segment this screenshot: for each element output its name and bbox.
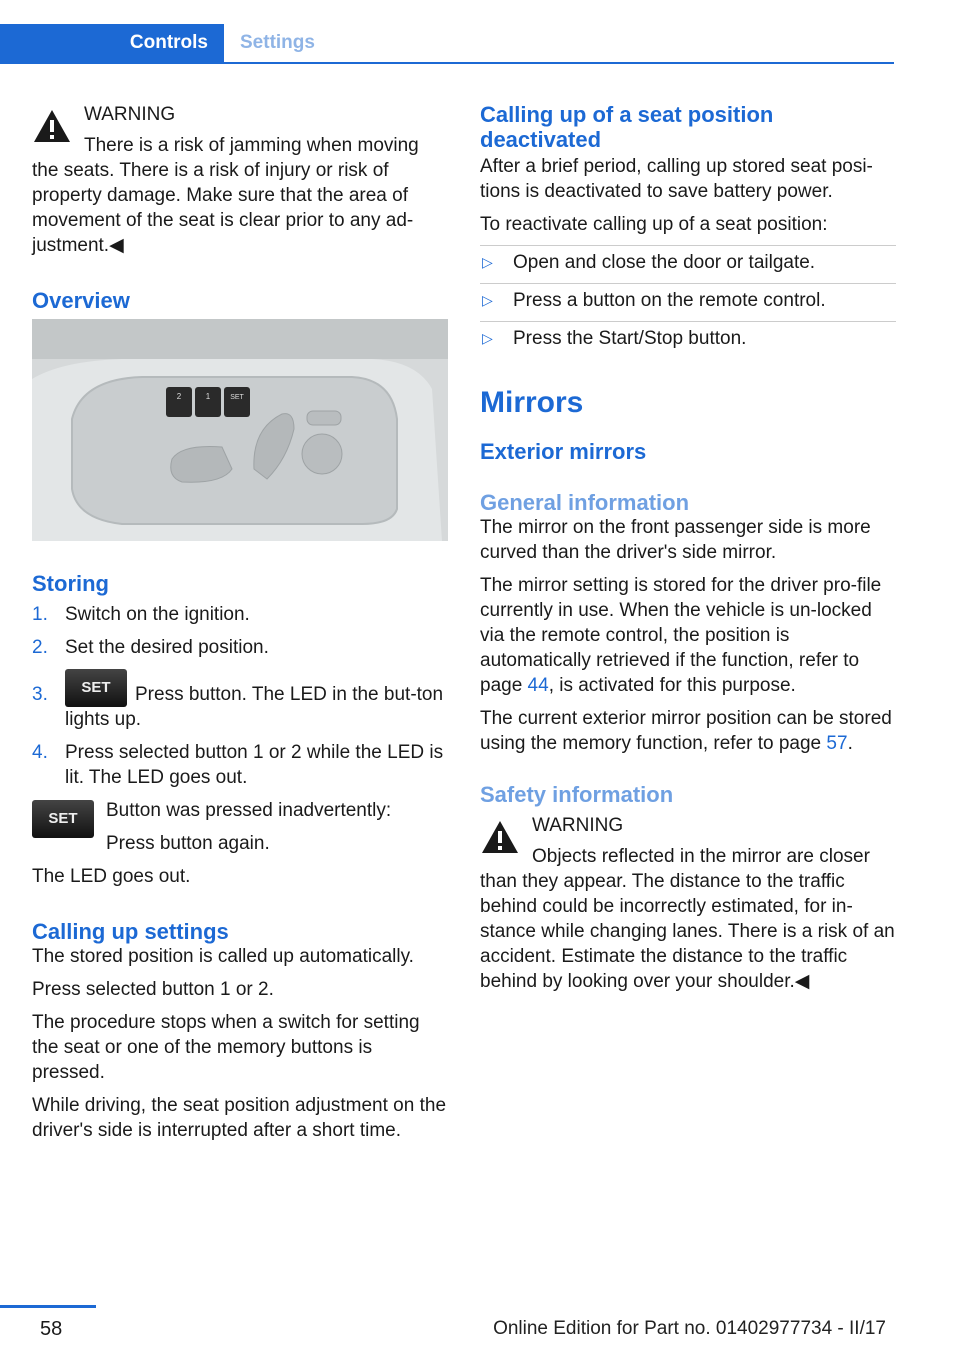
svg-text:2: 2 [176,392,182,401]
calling-p2: Press selected button 1 or 2. [32,979,274,1000]
left-column [32,102,448,1151]
list-item: 2. Set the desired position. [32,637,269,658]
warning-text: than they appear. The distance to the traffic behind could be incorrectly estimated, for in‐stance while changing lanes. There is a risk of an accident. Estimate the distance to the traffic behind by looking over your shoulder.◀ [480,871,895,992]
general-p1: The mirror on the front passenger side is more curved than the driver's side mirror. [480,517,871,563]
note-line-1: Button was pressed inadvertently: [106,800,392,821]
right-column [480,102,896,1002]
mirrors-heading: Mirrors [480,386,584,419]
deactivated-p2: To reactivate calling up of a seat position: [480,214,828,235]
mirror-warning [480,813,896,994]
deactivated-p1: After a brief period, calling up stored seat posi‐tions is deactivated to save battery power. [480,156,873,202]
warning-first-line: Objects reflected in the mirror are closer [532,846,870,867]
chapter-tab-bar [0,24,894,64]
list-item: ▷ Press the Start/Stop button. [480,321,896,351]
edition-note: Online Edition for Part no. 01402977734 - II/17 [493,1318,886,1339]
set-button-icon: SET [65,669,127,707]
warning-triangle-icon [32,108,72,144]
set-button-icon: SET [32,800,94,838]
page-number: 58 [40,1318,63,1340]
seat-memory-controls-photo [32,319,448,541]
storing-heading: Storing [32,571,109,596]
svg-text:1: 1 [205,392,211,401]
svg-text:SET: SET [230,394,244,401]
calling-p4: While driving, the seat position adjustment on the driver's side is interrupted after a short time. [32,1095,447,1141]
reactivate-list [480,245,896,351]
calling-p1: The stored position is called up automatically. [32,946,414,967]
tab-controls[interactable]: Controls [0,24,224,62]
overview-heading: Overview [32,288,130,313]
warning-text: the seats. There is a risk of injury or risk of property damage. Make sure that the area of movement of the seat is clear prior to any ad‐justment.◀ [32,160,414,256]
note-line-2: Press button again. [106,833,270,854]
warning-title: WARNING [84,104,176,125]
exterior-mirrors-heading: Exterior mirrors [480,439,647,464]
seat-warning [32,102,448,258]
warning-first-line: There is a risk of jamming when moving [84,135,419,156]
warning-triangle-icon [480,819,520,855]
list-item: 1. Switch on the ignition. [32,604,250,625]
calling-p3: The procedure stops when a switch for setting the seat or one of the memory buttons is pressed. [32,1012,420,1083]
list-item: 3. SET Press button. The LED in the but‐ton lights up. [32,668,448,732]
inadvertent-note [32,798,448,856]
footer-rule [0,1305,96,1308]
general-p2: The mirror setting is stored for the driver pro‐file currently in use. When the vehicle is un‐locked via the remote control, the position is automatically retrieved if the function, refer to page 44, is activated for this purpose. [480,575,882,696]
tab-settings[interactable]: Settings [240,32,315,53]
list-item: 4. Press selected button 1 or 2 while the LED is lit. The LED goes out. [32,742,444,788]
storing-steps [32,602,448,790]
page-link-44[interactable]: 44 [527,675,549,696]
page-link-57[interactable]: 57 [826,733,848,754]
general-p3: The current exterior mirror position can be stored using the memory function, refer to page 57. [480,708,892,754]
list-item: ▷ Press a button on the remote control. [480,283,896,313]
deactivated-heading: Calling up of a seat position deactivated [480,102,774,152]
led-out-text: The LED goes out. [32,866,191,887]
list-item: ▷ Open and close the door or tailgate. [480,245,896,275]
safety-information-heading: Safety information [480,782,674,807]
warning-title: WARNING [532,815,624,836]
general-information-heading: General information [480,490,690,515]
calling-up-heading: Calling up settings [32,919,229,944]
